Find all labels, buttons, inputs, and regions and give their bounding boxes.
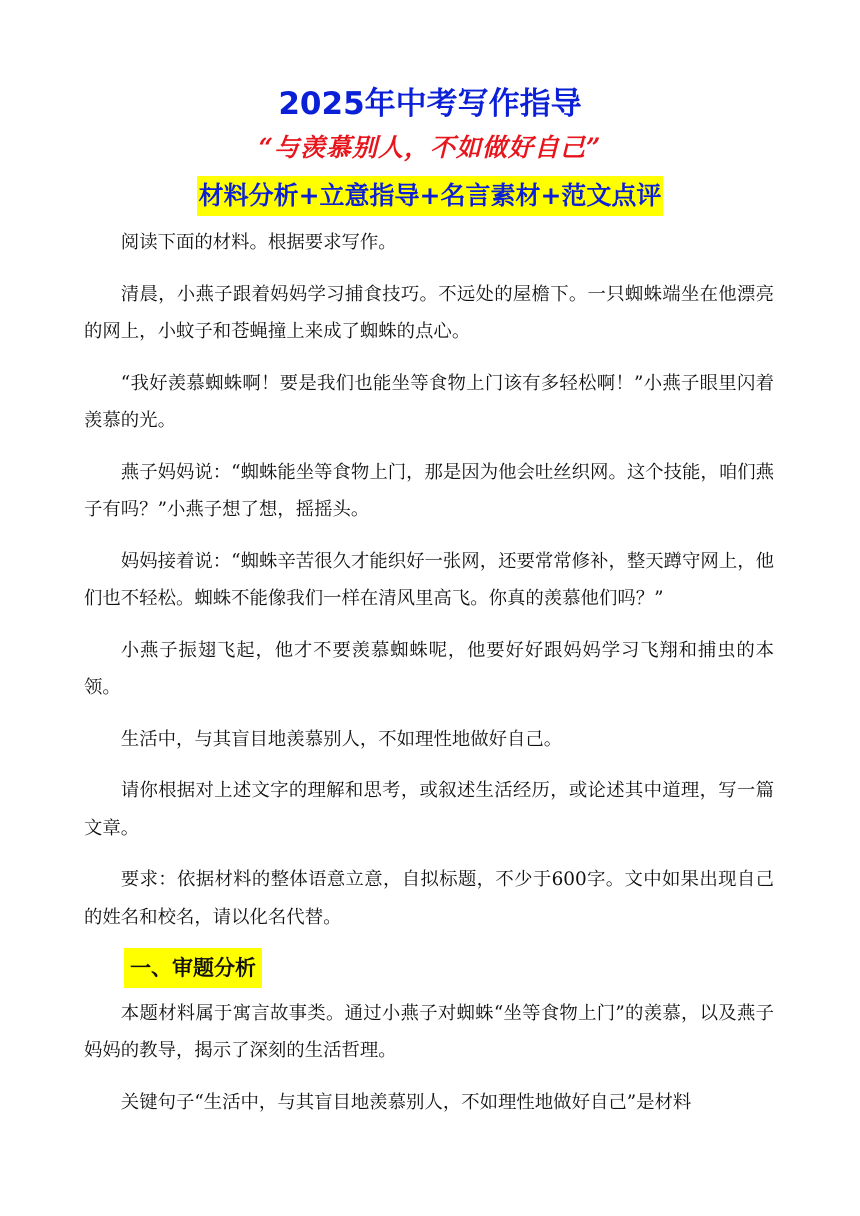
paragraph: 妈妈接着说：“蜘蛛辛苦很久才能织好一张网，还要常常修补，整天蹲守网上，他们也不轻松。蜘蛛不能像我们一样在清风里高飞。你真的羡慕他们吗？”: [84, 550, 774, 609]
page-title: 2025年中考写作指导: [278, 86, 582, 122]
paragraph: “我好羡慕蜘蛛啊！要是我们也能坐等食物上门该有多轻松啊！”小燕子眼里闪着羡慕的光。: [84, 372, 774, 431]
paragraph: 小燕子振翅飞起，他才不要羡慕蜘蛛呢，他要好好跟妈妈学习飞翔和捕虫的本领。: [84, 639, 774, 698]
section-heading: [84, 948, 774, 989]
paragraph: 燕子妈妈说：“蜘蛛能坐等食物上门，那是因为他会吐丝织网。这个技能，咱们燕子有吗？”小燕子想了想，摇摇头。: [84, 461, 774, 520]
title-quote: “与羡慕别人，不如做好自己”: [258, 133, 602, 162]
section-heading-label: 一、审题分析: [124, 948, 262, 988]
paragraph: 关键句子“生活中，与其盲目地羡慕别人，不如理性地做好自己”是材料: [120, 1091, 692, 1113]
subtitle-wrap: [0, 176, 860, 216]
paragraph: 生活中，与其盲目地羡慕别人，不如理性地做好自己。: [120, 728, 563, 750]
paragraph: 清晨，小燕子跟着妈妈学习捕食技巧。不远处的屋檐下。一只蜘蛛端坐在他漂亮的网上，小蚊子和苍蝇撞上来成了蜘蛛的点心。: [84, 283, 774, 342]
paragraph: 请你根据对上述文字的理解和思考，或叙述生活经历，或论述其中道理，写一篇文章。: [84, 780, 774, 839]
document-body: [84, 224, 774, 1135]
paragraph: 要求：依据材料的整体语意立意，自拟标题，不少于600字。文中如果出现自己的姓名和校名，请以化名代替。: [84, 869, 774, 928]
paragraph: 阅读下面的材料。根据要求写作。: [120, 232, 397, 253]
subtitle-highlight: 材料分析+立意指导+名言素材+范文点评: [197, 176, 664, 216]
paragraph: 本题材料属于寓言故事类。通过小燕子对蜘蛛“坐等食物上门”的羡慕，以及燕子妈妈的教导，揭示了深刻的生活哲理。: [84, 1002, 774, 1061]
